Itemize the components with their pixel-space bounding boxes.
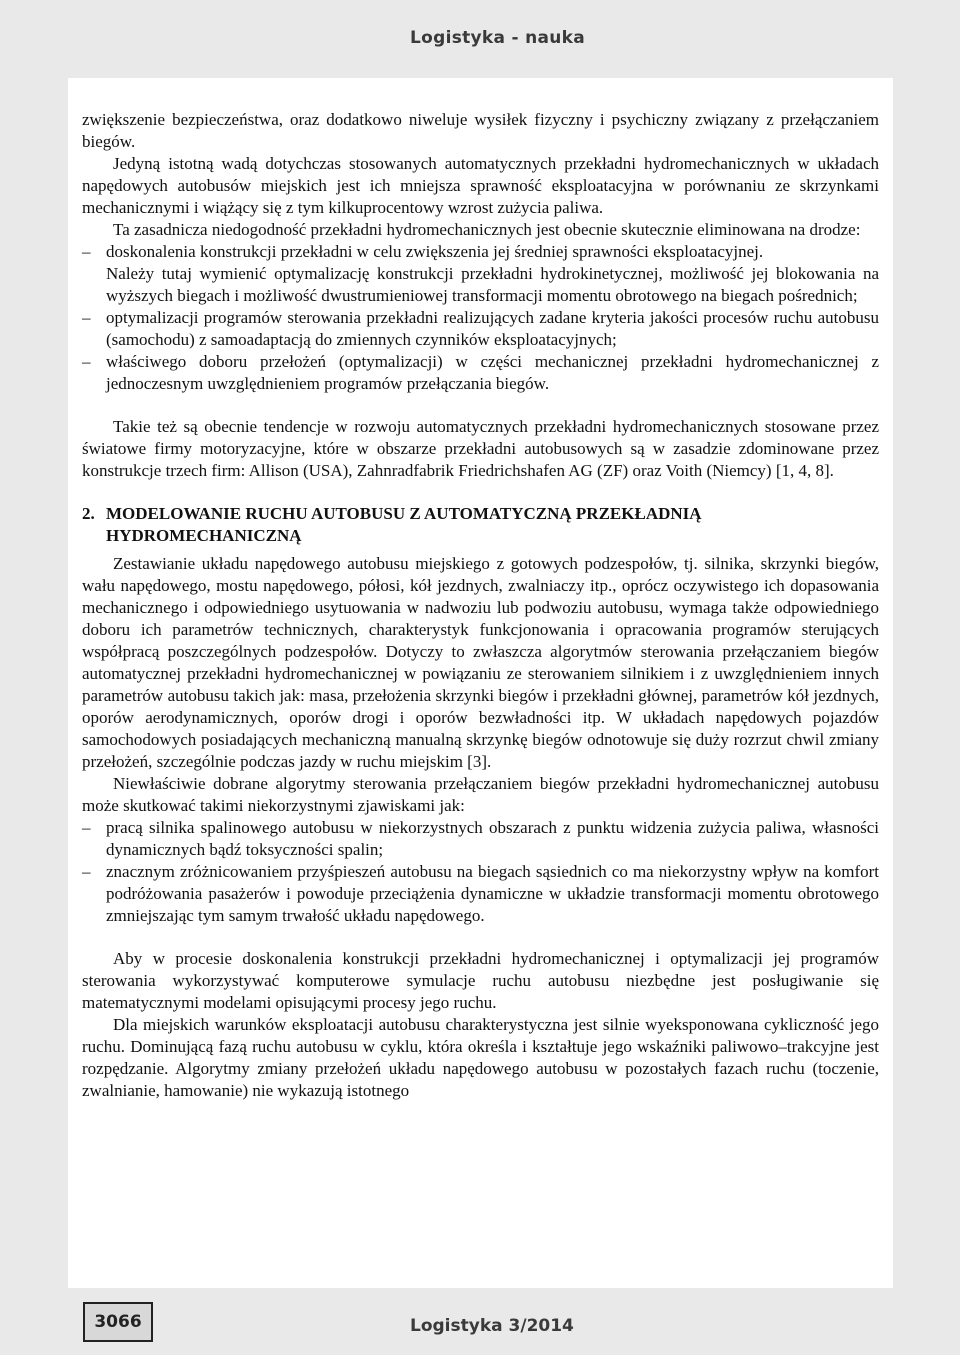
section-number: 2. — [82, 504, 95, 523]
dash-bullet: – — [82, 862, 91, 881]
paragraph: Zestawianie układu napędowego autobusu miejskiego z gotowych podzespołów, tj. silnika, skrzynki biegów, wału napędowego, mostu napędowego, półosi, kół jezdnych, zwalniaczy itp., oprócz oczywistego ich dopasowania mechanicznego i odpowiedniego usytuowania w nadwoziu lub podwoziu autobusu, wymaga także odpowiedniego doboru ich parametrów technicznych, charakterystyk funkcjonowania i opracowania programów sterujących współpracą poszczególnych podzespołów. Dotyczy to zwłaszcza algorytmów sterowania przełączaniem biegów automatycznej przekładni hydromechanicznej w powiązaniu ze sterowaniem silnikiem i z uwzględnieniem innych parametrów autobusu takich jak: masa, przełożenia skrzynki biegów i przekładni głównej, parametrów kół jezdnych, oporów aerodynamicznych, oporów drogi i oporów bezwładności itp. W układach napędowych pojazdów samochodowych posiadających mechaniczną manualną skrzynkę biegów odnotowuje się duży rozrzut chwil zmiany przełożeń, szczególnie podczas jazdy w ruchu miejskim [3]. — [82, 554, 879, 771]
paragraph: Należy tutaj wymienić optymalizację konstrukcji przekładni hydrokinetycznej, możliwość jej blokowania na wyższych biegach i możliwość dwustrumieniowej transformacji momentu obrotowego na biegach pośrednich; — [106, 264, 879, 305]
list-item — [82, 861, 879, 927]
list-item — [82, 817, 879, 861]
section-title: MODELOWANIE RUCHU AUTOBUSU Z AUTOMATYCZNĄ PRZEKŁADNIĄ HYDROMECHANICZNĄ — [106, 504, 702, 545]
list-item-text: właściwego doboru przełożeń (optymalizacji) w części mechanicznej przekładni hydromechanicznej z jednoczesnym uwzględnieniem programów przełączania biegów. — [106, 352, 879, 393]
list-item — [82, 241, 879, 263]
list-item-text: doskonalenia konstrukcji przekładni w celu zwiększenia jej średniej sprawności eksploatacyjnej. — [106, 242, 764, 261]
journal-title: Logistyka - nauka — [410, 28, 586, 48]
dash-bullet: – — [82, 308, 91, 327]
bullet-list — [82, 307, 879, 395]
page-header — [0, 0, 960, 78]
dash-bullet: – — [82, 242, 91, 261]
spacer — [82, 395, 879, 416]
paragraph: Jedyną istotną wadą dotychczas stosowanych automatycznych przekładni hydromechanicznych w układach napędowych autobusów miejskich jest ich mniejsza sprawność eksploatacyjna w porównaniu ze skrzynkami mechanicznymi i wiążący się z tym kilkuprocentowy wzrost zużycia paliwa. — [82, 154, 879, 217]
dash-bullet: – — [82, 818, 91, 837]
paragraph: Dla miejskich warunków eksploatacji autobusu charakterystyczna jest silnie wyeksponowana cykliczność jego ruchu. Dominującą fazą ruchu autobusu w cyklu, która określa i kształtuje jego wskaźniki paliwowo–trakcyjne jest rozpędzanie. Algorytmy zmiany przełożeń układu napędowego autobusu w pozostałych fazach ruchu (toczenie, zwalnianie, hamowanie) nie wykazują istotnego — [82, 1015, 879, 1100]
spacer — [82, 927, 879, 948]
bullet-list — [82, 241, 879, 263]
paragraph: Takie też są obecnie tendencje w rozwoju automatycznych przekładni hydromechanicznych stosowane przez światowe firmy motoryzacyjne, które w obszarze przekładni autobusowych są w zasadzie zdominowane przez konstrukcje trzech firm: Allison (USA), Zahnradfabrik Friedrichshafen AG (ZF) oraz Voith (Niemcy) [1, 4, 8]. — [82, 417, 879, 480]
paragraph: zwiększenie bezpieczeństwa, oraz dodatkowo niweluje wysiłek fizyczny i psychiczny związany z przełączaniem biegów. — [82, 110, 879, 151]
page-content-area — [68, 78, 893, 1288]
section-heading — [82, 503, 879, 547]
list-item-text: pracą silnika spalinowego autobusu w niekorzystnych obszarach z punktu widzenia zużycia paliwa, własności dynamicznych bądź toksyczności spalin; — [106, 818, 879, 859]
spacer — [82, 482, 879, 503]
bullet-list — [82, 817, 879, 927]
list-item-text: optymalizacji programów sterowania przekładni realizujących zadane kryteria jakości procesów ruchu autobusu (samochodu) z samoadaptacją do zmiennych czynników eksploatacyjnych; — [106, 308, 879, 349]
paragraph: Aby w procesie doskonalenia konstrukcji przekładni hydromechanicznej i optymalizacji jej programów sterowania wykorzystywać komputerowe symulacje ruchu autobusu niezbędne jest posługiwanie się matematycznymi modelami opisującymi procesy jego ruchu. — [82, 949, 879, 1012]
article-body — [82, 109, 879, 1102]
dash-bullet: – — [82, 352, 91, 371]
list-item — [82, 351, 879, 395]
issue-label: Logistyka 3/2014 — [410, 1316, 574, 1336]
paragraph: Niewłaściwie dobrane algorytmy sterowania przełączaniem biegów przekładni hydromechanicznej autobusu może skutkować takimi niekorzystnymi zjawiskami jak: — [82, 774, 879, 815]
list-item — [82, 307, 879, 351]
page-number: 3066 — [83, 1302, 153, 1342]
list-item-text: znacznym zróżnicowaniem przyśpieszeń autobusu na biegach sąsiednich co ma niekorzystny wpływ na komfort podróżowania pasażerów i powoduje przeciążenia dynamiczne w układzie transformacji momentu obrotowego zmniejszając tym samym trwałość układu napędowego. — [106, 862, 879, 925]
paragraph: Ta zasadnicza niedogodność przekładni hydromechanicznych jest obecnie skutecznie eliminowana na drodze: — [113, 220, 861, 239]
